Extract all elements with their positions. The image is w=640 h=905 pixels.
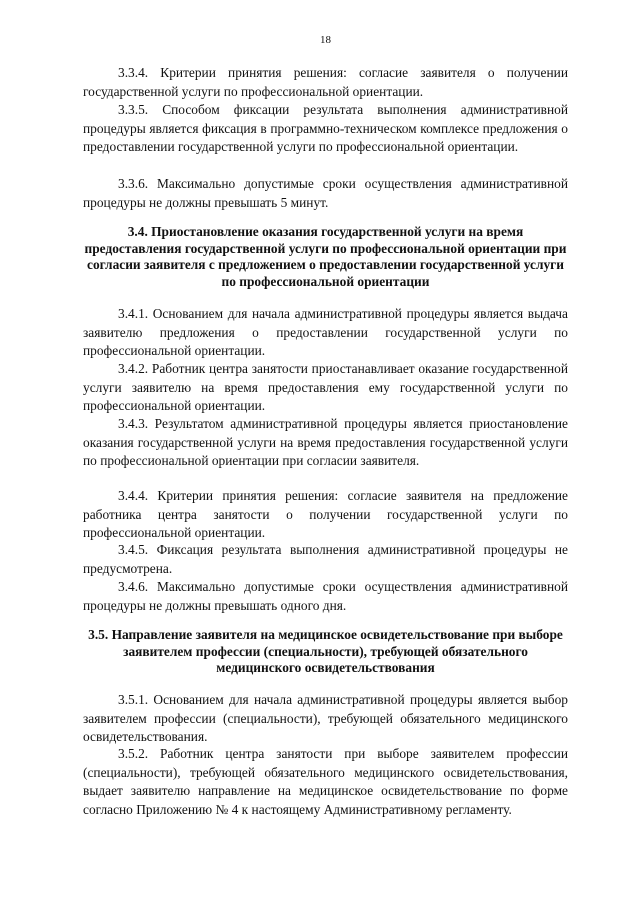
- paragraph-3-3-5: 3.3.5. Способом фиксации результата выполнения административной процедуры является фиксация в программно-техническом комплексе предложения о предоставлении государственной услуги по профессиональной ориентации.: [83, 102, 568, 155]
- paragraph-3-4-6: 3.4.6. Максимально допустимые сроки осуществления административной процедуры не должны превышать одного дня.: [83, 579, 568, 613]
- paragraph-3-4-5: 3.4.5. Фиксация результата выполнения административной процедуры не предусмотрена.: [83, 542, 568, 576]
- paragraph-3-3-6: 3.3.6. Максимально допустимые сроки осуществления административной процедуры не должны превышать 5 минут.: [83, 176, 568, 210]
- paragraph-3-5-2: 3.5.2. Работник центра занятости при выборе заявителем профессии (специальности), требующей обязательного медицинского освидетельствования, выдает заявителю направление на медицинское освидетельствование по форме согласно Приложению № 4 к настоящему Административному регламенту.: [83, 746, 568, 817]
- paragraph-3-4-2: 3.4.2. Работник центра занятости приостанавливает оказание государственной услуги заявителю на время предоставления ему государственной услуги по профессиональной ориентации.: [83, 361, 568, 414]
- paragraph-3-3-4: 3.3.4. Критерии принятия решения: согласие заявителя о получении государственной услуги по профессиональной ориентации.: [83, 65, 568, 99]
- paragraph-3-4-4: 3.4.4. Критерии принятия решения: согласие заявителя на предложение работника центра занятости о получении государственной услуги по профессиональной ориентации.: [83, 488, 568, 541]
- paragraph-3-4-3: 3.4.3. Результатом административной процедуры является приостановление оказания государственной услуги на время предоставления государственной услуги по профессиональной ориентации при согласии заявителя.: [83, 416, 568, 469]
- paragraph-3-5-1: 3.5.1. Основанием для начала административной процедуры является выбор заявителем профессии (специальности), требующей обязательного медицинского освидетельствования.: [83, 692, 568, 745]
- section-heading-3-5: 3.5. Направление заявителя на медицинское освидетельствование при выборе заявителем профессии (специальности), требующей обязательного медицинского освидетельствования: [88, 627, 563, 675]
- paragraph-3-4-1: 3.4.1. Основанием для начала административной процедуры является выдача заявителю предложения о предоставлении государственной услуги по профессиональной ориентации.: [83, 306, 568, 359]
- page-number: 18: [320, 34, 331, 46]
- section-heading-3-4: 3.4. Приостановление оказания государственной услуги на время предоставления государственной услуги по профессиональной ориентации при согласии заявителя с предложением о предоставлении государственной услуги по профессиональной ориентации: [84, 224, 567, 289]
